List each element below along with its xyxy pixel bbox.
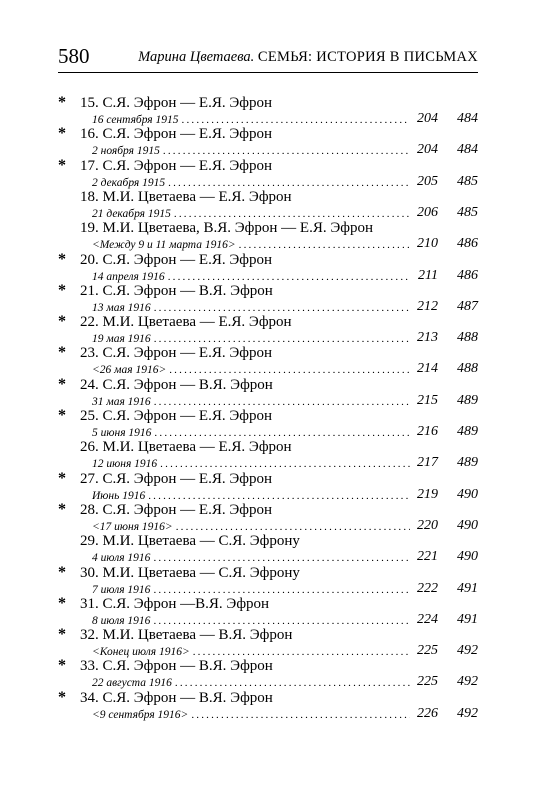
star-mark: * — [58, 94, 66, 111]
text-page-number: 204 — [417, 111, 438, 126]
star-mark: * — [58, 469, 66, 487]
toc-entry — [0, 406, 537, 440]
comment-page-number: 491 — [457, 580, 478, 596]
text-page-number: 226 — [417, 705, 438, 721]
entry-number: 34. — [80, 689, 99, 706]
toc-entry — [0, 250, 537, 284]
toc-entry — [0, 312, 537, 346]
entry-date: 2 декабря 1915 — [92, 176, 166, 189]
entry-number: 32. — [80, 627, 99, 644]
entry-date: 31 мая 1916 — [92, 395, 151, 408]
entry-number: 22. — [80, 314, 99, 331]
entry-title-line — [80, 93, 272, 113]
text-page-number: 210 — [417, 236, 438, 252]
comment-page-number: 489 — [457, 455, 478, 471]
star-mark: * — [58, 407, 66, 424]
entry-number: 18. — [80, 188, 99, 205]
star-mark: * — [58, 281, 66, 299]
entry-title-line — [80, 688, 273, 708]
entry-title-line — [80, 469, 272, 489]
page-number: 580 — [58, 44, 90, 68]
comment-page-number: 492 — [457, 643, 478, 659]
running-head — [138, 47, 478, 67]
text-page-number: 222 — [417, 580, 438, 596]
comment-page-number: 488 — [457, 361, 478, 377]
entry-title: С.Я. Эфрон — Е.Я. Эфрон — [102, 95, 272, 111]
entry-title: М.И. Цветаева, В.Я. Эфрон — Е.Я. Эфрон — [102, 220, 373, 237]
entry-title-line — [80, 218, 373, 238]
entry-number: 29. — [80, 533, 99, 550]
entry-number: 20. — [80, 251, 99, 268]
entry-title-line — [80, 312, 292, 332]
comment-page-number: 485 — [457, 204, 478, 220]
toc-entry — [0, 437, 537, 471]
entry-number: 27. — [80, 470, 99, 487]
entry-date: 16 сентября 1915 — [92, 114, 179, 126]
entry-date: 13 мая 1916 — [92, 301, 151, 314]
toc-entry — [0, 469, 537, 503]
entry-number: 15. — [80, 95, 99, 111]
entry-date: 14 апреля 1916 — [92, 270, 165, 283]
comment-page-number: 486 — [457, 236, 478, 252]
entry-date: <Между 9 и 11 марта 1916> — [92, 239, 236, 252]
entry-title: М.И. Цветаева — В.Я. Эфрон — [102, 627, 293, 644]
star-mark: * — [58, 626, 66, 644]
toc-entry — [0, 563, 537, 597]
toc-entry — [0, 594, 537, 628]
entry-title: М.И. Цветаева — Е.Я. Эфрон — [102, 314, 292, 331]
entry-date: 2 ноября 1915 — [92, 145, 160, 158]
entry-title: С.Я. Эфрон — В.Я. Эфрон — [102, 376, 273, 393]
comment-page-number: 484 — [457, 142, 478, 158]
comment-page-number: 490 — [457, 517, 478, 533]
toc-entry — [0, 500, 537, 534]
entry-number: 21. — [80, 282, 99, 299]
star-mark: * — [58, 125, 66, 143]
entry-number: 24. — [80, 376, 99, 393]
entry-title: М.И. Цветаева — Е.Я. Эфрон — [102, 439, 292, 456]
entry-number: 19. — [80, 220, 99, 237]
comment-page-number: 487 — [457, 298, 478, 314]
entry-number: 30. — [80, 564, 99, 581]
comment-page-number: 490 — [457, 486, 478, 502]
star-mark: * — [58, 375, 66, 393]
entry-title: М.И. Цветаева — С.Я. Эфрону — [102, 564, 300, 581]
entry-date: 22 августа 1916 — [92, 677, 172, 690]
star-mark: * — [58, 688, 66, 706]
entry-date: <Конец июля 1916> — [92, 646, 190, 659]
entry-number: 17. — [80, 157, 99, 174]
entry-title-line — [80, 406, 272, 426]
star-mark: * — [58, 344, 66, 362]
text-page-number: 216 — [417, 424, 438, 439]
star-mark: * — [58, 156, 66, 174]
text-page-number: 225 — [417, 674, 438, 690]
entry-title: М.И. Цветаева — Е.Я. Эфрон — [102, 188, 292, 205]
text-page-number: 225 — [417, 643, 438, 659]
text-page-number: 219 — [417, 486, 438, 502]
toc-entry — [0, 625, 537, 659]
entry-number: 26. — [80, 439, 99, 456]
entry-title-line — [80, 187, 292, 207]
entry-number: 23. — [80, 345, 99, 362]
entry-title-line — [80, 594, 269, 614]
comment-page-number: 489 — [457, 392, 478, 408]
entry-date: 12 июня 1916 — [92, 458, 158, 471]
entry-number: 25. — [80, 408, 99, 424]
toc-entry — [0, 218, 537, 252]
entry-title: С.Я. Эфрон — Е.Я. Эфрон — [102, 470, 272, 487]
entry-date: Июнь 1916 — [92, 489, 146, 502]
comment-page-number: 489 — [457, 424, 478, 439]
comment-page-number: 492 — [457, 674, 478, 690]
entry-title-line — [80, 563, 300, 583]
text-page-number: 204 — [417, 142, 438, 158]
toc-entry — [0, 187, 537, 221]
entry-title-line — [80, 375, 273, 395]
text-page-number: 217 — [417, 455, 438, 471]
entry-date: <9 сентября 1916> — [92, 708, 189, 721]
entry-date: <26 мая 1916> — [92, 364, 167, 377]
entry-title: С.Я. Эфрон — В.Я. Эфрон — [102, 689, 273, 706]
running-head-book-title: СЕМЬЯ: ИСТОРИЯ В ПИСЬМАХ — [257, 49, 478, 65]
entry-title: С.Я. Эфрон — Е.Я. Эфрон — [102, 501, 272, 518]
entry-number: 16. — [80, 126, 99, 143]
entry-number: 31. — [80, 595, 99, 612]
toc-entry — [0, 124, 537, 158]
toc-entry — [0, 156, 537, 190]
entry-date: <17 июня 1916> — [92, 520, 173, 533]
text-page-number: 206 — [417, 204, 438, 220]
entry-title-line — [80, 343, 272, 363]
entry-title: С.Я. Эфрон — Е.Я. Эфрон — [102, 345, 272, 362]
entry-title-line — [80, 531, 300, 551]
entry-title-line — [80, 281, 273, 301]
star-mark: * — [58, 313, 66, 331]
entry-date-line — [92, 706, 410, 722]
comment-page-number: 486 — [457, 267, 478, 283]
entry-title: С.Я. Эфрон —В.Я. Эфрон — [102, 595, 270, 612]
star-mark: * — [58, 500, 66, 518]
text-page-number: 214 — [417, 361, 438, 377]
comment-page-number: 492 — [457, 705, 478, 721]
entry-title: С.Я. Эфрон — В.Я. Эфрон — [102, 282, 273, 299]
text-page-number: 212 — [417, 298, 438, 314]
text-page-number: 224 — [417, 611, 438, 627]
header-rule — [58, 72, 478, 73]
entry-title-line — [80, 250, 272, 270]
comment-page-number: 491 — [457, 611, 478, 627]
text-page-number: 221 — [417, 549, 438, 565]
entry-title: С.Я. Эфрон — Е.Я. Эфрон — [102, 157, 272, 174]
entry-title: С.Я. Эфрон — Е.Я. Эфрон — [102, 251, 272, 268]
entry-date: 7 июля 1916 — [92, 583, 151, 596]
entry-number: 33. — [80, 658, 99, 675]
dot-leader — [191, 708, 410, 722]
entry-date: 19 мая 1916 — [92, 333, 151, 346]
toc-entry — [0, 656, 537, 690]
entry-title-line — [80, 124, 272, 144]
star-mark: * — [58, 594, 66, 612]
entry-title-line — [80, 656, 273, 676]
star-mark: * — [58, 563, 66, 581]
star-mark: * — [58, 250, 66, 268]
text-page-number: 220 — [417, 517, 438, 533]
toc-entry — [0, 343, 537, 377]
entry-number: 28. — [80, 501, 99, 518]
toc-entry — [0, 688, 537, 722]
entry-date: 21 декабря 1915 — [92, 207, 171, 220]
entry-title: С.Я. Эфрон — Е.Я. Эфрон — [102, 408, 272, 424]
comment-page-number: 485 — [457, 173, 478, 189]
entry-title-line — [80, 625, 292, 645]
text-page-number: 213 — [417, 330, 438, 346]
toc-entry — [0, 93, 537, 127]
comment-page-number: 488 — [457, 330, 478, 346]
text-page-number: 205 — [417, 173, 438, 189]
running-head-author: Марина Цветаева. — [138, 49, 255, 65]
entry-title: С.Я. Эфрон — В.Я. Эфрон — [102, 658, 273, 675]
entry-date: 5 июня 1916 — [92, 427, 152, 439]
toc-entry — [0, 531, 537, 565]
entry-title: М.И. Цветаева — С.Я. Эфрону — [102, 533, 300, 550]
comment-page-number: 490 — [457, 549, 478, 565]
entry-date: 4 июля 1916 — [92, 552, 151, 565]
toc-entry — [0, 281, 537, 315]
entry-date: 8 июля 1916 — [92, 614, 151, 627]
text-page-number: 215 — [417, 392, 438, 408]
entry-title: С.Я. Эфрон — Е.Я. Эфрон — [102, 126, 272, 143]
entry-title-line — [80, 437, 292, 457]
entry-title-line — [80, 156, 272, 176]
entry-title-line — [80, 500, 272, 520]
text-page-number: 211 — [418, 267, 438, 283]
page-header — [58, 44, 478, 68]
toc-entry — [0, 375, 537, 409]
comment-page-number: 484 — [457, 111, 478, 126]
star-mark: * — [58, 657, 66, 675]
